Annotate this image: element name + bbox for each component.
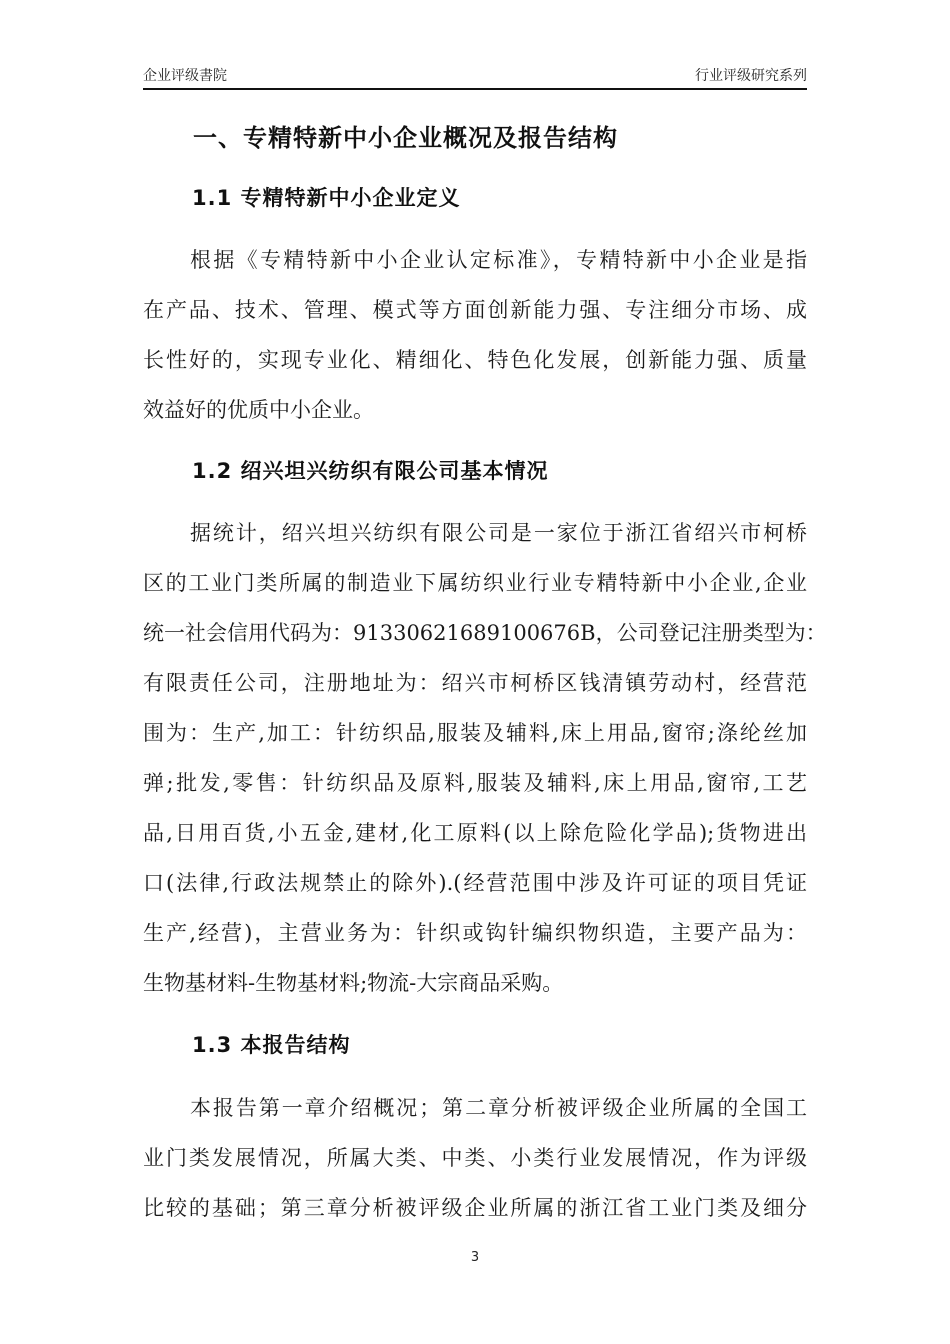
chapter-title: 一、专精特新中小企业概况及报告结构 [193,124,618,152]
section-heading-1-3: 1.3 本报告结构 [192,1033,351,1057]
paragraph-line: 本报告第一章介绍概况；第二章分析被评级企业所属的全国工 [190,1096,807,1120]
paragraph-company-info [143,517,827,1017]
paragraph-line: 生物基材料-生物基材料;物流-大宗商品采购。 [143,971,564,995]
paragraph-line: 效益好的优质中小企业。 [143,398,374,422]
paragraph-line: 有限责任公司，注册地址为：绍兴市柯桥区钱清镇劳动村，经营范 [143,671,807,695]
paragraph-line: 弹;批发,零售：针纺织品及原料,服装及辅料,床上用品,窗帘,工艺 [143,771,807,795]
paragraph-definition [143,244,807,444]
paragraph-line: 在产品、技术、管理、模式等方面创新能力强、专注细分市场、成 [143,298,807,322]
paragraph-line: 业门类发展情况，所属大类、中类、小类行业发展情况，作为评级 [143,1146,807,1170]
paragraph-line: 口(法律,行政法规禁止的除外).(经营范围中涉及许可证的项目凭证 [143,871,807,895]
page-header [143,66,807,88]
page-number: 3 [470,1250,480,1265]
paragraph-line: 长性好的，实现专业化、精细化、特色化发展，创新能力强、质量 [143,348,807,372]
paragraph-line: 统一社会信用代码为：91330621689100676B，公司登记注册类型为： [143,621,827,645]
paragraph-line: 据统计，绍兴坦兴纺织有限公司是一家位于浙江省绍兴市柯桥 [190,521,807,545]
paragraph-report-structure [143,1092,807,1242]
paragraph-line: 比较的基础；第三章分析被评级企业所属的浙江省工业门类及细分 [143,1196,807,1220]
paragraph-line: 围为：生产,加工：针纺织品,服装及辅料,床上用品,窗帘;涤纶丝加 [143,721,807,745]
paragraph-line: 品,日用百货,小五金,建材,化工原料(以上除危险化学品);货物进出 [143,821,807,845]
section-heading-1-2: 1.2 绍兴坦兴纺织有限公司基本情况 [192,459,549,483]
paragraph-line: 根据《专精特新中小企业认定标准》，专精特新中小企业是指 [190,248,807,272]
paragraph-line: 生产,经营)，主营业务为：针织或钩针编织物织造，主要产品为： [143,921,807,945]
header-left-title: 企业评级書院 [143,68,227,84]
section-heading-1-1: 1.1 专精特新中小企业定义 [192,186,461,210]
header-right-title: 行业评级研究系列 [695,68,807,84]
header-divider [143,88,807,90]
paragraph-line: 区的工业门类所属的制造业下属纺织业行业专精特新中小企业,企业 [143,571,807,595]
